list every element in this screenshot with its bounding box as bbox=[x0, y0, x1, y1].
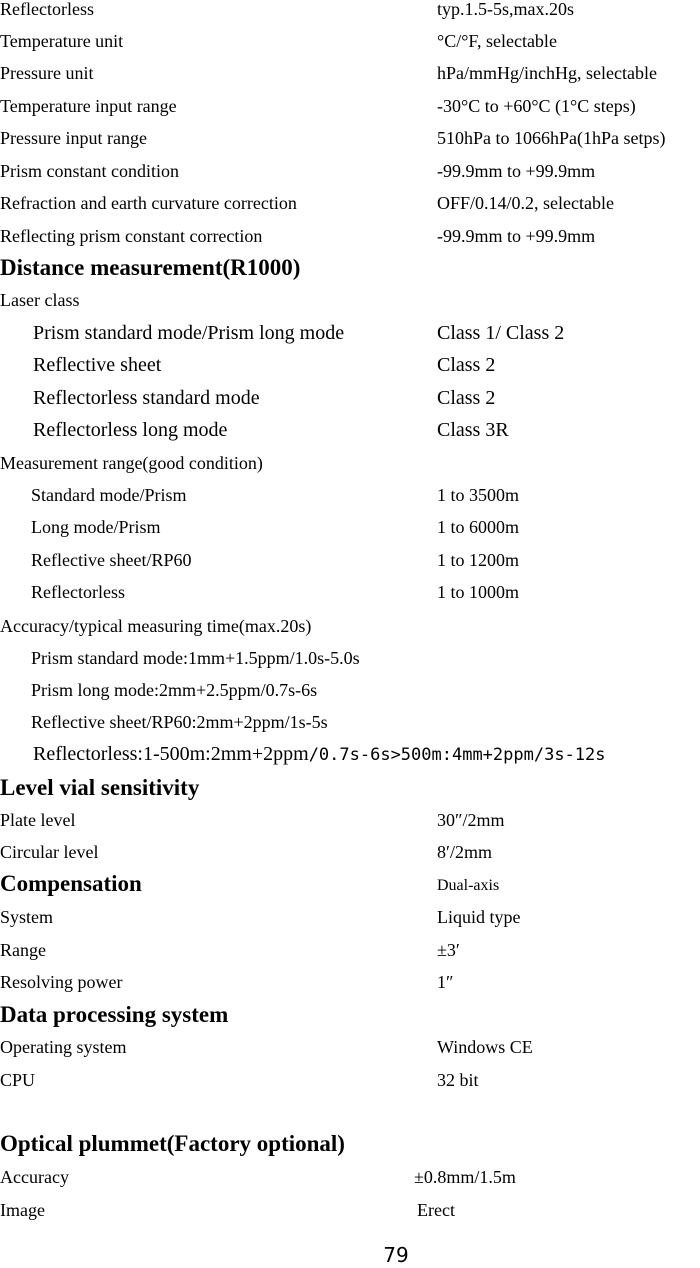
spec-label: Prism standard mode/Prism long mode bbox=[33, 322, 345, 344]
spec-label: Temperature input range bbox=[0, 96, 177, 116]
spec-row bbox=[0, 1164, 700, 1190]
spec-value: Class 3R bbox=[437, 419, 509, 441]
spec-value: Class 2 bbox=[437, 354, 496, 376]
compensation-heading-row bbox=[0, 869, 700, 899]
spec-label: Accuracy bbox=[0, 1167, 69, 1187]
spec-row bbox=[0, 0, 700, 22]
spec-row bbox=[0, 1034, 700, 1060]
spec-label: Reflective sheet bbox=[33, 354, 162, 376]
accuracy-text: Prism standard mode:1mm+1.5ppm/1.0s-5.0s bbox=[31, 648, 360, 668]
spec-row bbox=[0, 807, 700, 833]
spec-row bbox=[0, 190, 700, 216]
section-heading-level: Level vial sensitivity bbox=[0, 775, 200, 800]
spec-value: 1 to 1200m bbox=[437, 550, 520, 570]
accuracy-label: Accuracy/typical measuring time(max.20s) bbox=[0, 616, 312, 636]
spec-row bbox=[0, 450, 700, 476]
spec-label: Long mode/Prism bbox=[31, 517, 161, 537]
accuracy-text bbox=[33, 741, 606, 768]
spec-row bbox=[0, 287, 700, 313]
spec-label: Temperature unit bbox=[0, 31, 124, 51]
spec-label: Resolving power bbox=[0, 972, 123, 992]
spec-label: Reflectorless long mode bbox=[33, 419, 228, 441]
spec-label: Plate level bbox=[0, 810, 76, 830]
spec-label: Pressure input range bbox=[0, 128, 147, 148]
spec-row bbox=[0, 904, 700, 930]
accuracy-line bbox=[0, 677, 700, 703]
spec-label: Reflective sheet/RP60 bbox=[31, 550, 192, 570]
spec-label: Image bbox=[0, 1200, 45, 1220]
spec-value: Class 1/ Class 2 bbox=[437, 322, 565, 344]
spec-value: 1″ bbox=[437, 972, 454, 992]
page-number: 79 bbox=[383, 1243, 409, 1267]
spec-row bbox=[0, 385, 700, 411]
spec-label: System bbox=[0, 907, 54, 927]
spec-value: 1 to 1000m bbox=[437, 582, 520, 602]
spec-value: Class 2 bbox=[437, 387, 496, 409]
spec-label: Reflecting prism constant correction bbox=[0, 226, 263, 246]
spec-value: ±0.8mm/1.5m bbox=[414, 1167, 516, 1187]
spec-value: hPa/mmHg/inchHg, selectable bbox=[437, 63, 657, 83]
section-heading-plummet: Optical plummet(Factory optional) bbox=[0, 1131, 345, 1156]
accuracy-line bbox=[0, 709, 700, 735]
spec-row bbox=[0, 969, 700, 995]
spec-row bbox=[0, 1197, 700, 1223]
spec-value: °C/°F, selectable bbox=[437, 31, 557, 51]
spec-label: Circular level bbox=[0, 842, 99, 862]
spec-row bbox=[0, 158, 700, 184]
accuracy-text: Prism long mode:2mm+2.5ppm/0.7s-6s bbox=[31, 680, 318, 700]
accuracy-line bbox=[0, 741, 700, 767]
spec-label: Reflectorless bbox=[31, 582, 125, 602]
spec-row bbox=[0, 579, 700, 605]
spec-label: Prism constant condition bbox=[0, 161, 179, 181]
spec-value: -99.9mm to +99.9mm bbox=[437, 161, 596, 181]
spec-value: Windows CE bbox=[437, 1037, 533, 1057]
spec-label: Refraction and earth curvature correction bbox=[0, 193, 297, 213]
spec-row bbox=[0, 613, 700, 639]
measurement-range-label: Measurement range(good condition) bbox=[0, 453, 263, 473]
spec-value: 1 to 3500m bbox=[437, 485, 520, 505]
spec-label: Pressure unit bbox=[0, 63, 94, 83]
spec-label: Standard mode/Prism bbox=[31, 485, 187, 505]
spec-value: ±3′ bbox=[437, 940, 460, 960]
spec-row bbox=[0, 547, 700, 573]
spec-value: typ.1.5-5s,max.20s bbox=[437, 0, 574, 19]
section-heading-distance: Distance measurement(R1000) bbox=[0, 255, 301, 280]
spec-row bbox=[0, 839, 700, 865]
spec-row bbox=[0, 482, 700, 508]
spec-row bbox=[0, 223, 700, 249]
section-heading-data-processing: Data processing system bbox=[0, 1002, 229, 1027]
accuracy-line bbox=[0, 645, 700, 671]
spec-label: CPU bbox=[0, 1070, 36, 1090]
accuracy-text-a: Reflectorless:1-500m:2mm+2ppm bbox=[33, 743, 309, 765]
spec-value: 32 bit bbox=[437, 1070, 479, 1090]
spec-label: Reflectorless standard mode bbox=[33, 387, 260, 409]
accuracy-text-b: /0.7s-6s>500m:4mm+2ppm/3s-12s bbox=[308, 745, 606, 765]
spec-row bbox=[0, 417, 700, 443]
compensation-type: Dual-axis bbox=[437, 877, 500, 894]
spec-value: OFF/0.14/0.2, selectable bbox=[437, 193, 614, 213]
spec-row bbox=[0, 352, 700, 378]
spec-row bbox=[0, 93, 700, 119]
section-heading-compensation: Compensation bbox=[0, 871, 142, 896]
spec-value: 8′/2mm bbox=[437, 842, 492, 862]
spec-row bbox=[0, 60, 700, 86]
spec-value: -30°C to +60°C (1°C steps) bbox=[437, 96, 636, 116]
spec-row bbox=[0, 28, 700, 54]
spec-row bbox=[0, 514, 700, 540]
spec-row bbox=[0, 937, 700, 963]
accuracy-text: Reflective sheet/RP60:2mm+2ppm/1s-5s bbox=[31, 712, 328, 732]
spec-value: 510hPa to 1066hPa(1hPa setps) bbox=[437, 128, 666, 148]
spec-value: Liquid type bbox=[437, 907, 521, 927]
laser-class-label: Laser class bbox=[0, 290, 80, 310]
spec-row bbox=[0, 1067, 700, 1093]
spec-value: 30″/2mm bbox=[437, 810, 505, 830]
spec-row bbox=[0, 320, 700, 346]
spec-value: Erect bbox=[417, 1200, 455, 1220]
spec-label: Operating system bbox=[0, 1037, 127, 1057]
spec-label: Range bbox=[0, 940, 46, 960]
spec-value: 1 to 6000m bbox=[437, 517, 520, 537]
spec-label: Reflectorless bbox=[0, 0, 94, 19]
spec-value: -99.9mm to +99.9mm bbox=[437, 226, 596, 246]
spec-row bbox=[0, 125, 700, 151]
